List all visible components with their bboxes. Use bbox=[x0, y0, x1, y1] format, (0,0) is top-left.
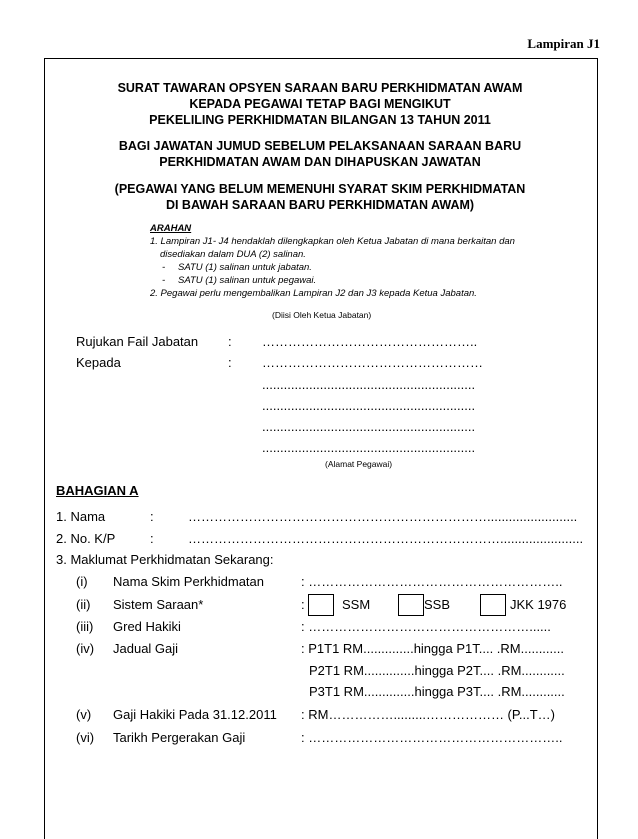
nokp-label: 2. No. K/P bbox=[56, 531, 116, 546]
title-line: BAGI JAWATAN JUMUD SEBELUM PELAKSANAAN SARAAN BARU bbox=[118, 139, 522, 153]
gred-field[interactable]: : ……………………………………………...... bbox=[301, 619, 551, 634]
title-block-2 bbox=[44, 138, 596, 170]
colon: : bbox=[301, 597, 305, 612]
colon: : bbox=[150, 509, 154, 524]
jadual-p1-field[interactable]: : P1T1 RM..............hingga P1T.... .RM............ bbox=[301, 641, 564, 656]
title-line: (PEGAWAI YANG BELUM MEMENUHI SYARAT SKIM PERKHIDMATAN bbox=[114, 182, 526, 196]
bullet-dash: - bbox=[162, 275, 166, 286]
alamat-note: (Alamat Pegawai) bbox=[325, 459, 393, 469]
diisi-note: (Diisi Oleh Ketua Jabatan) bbox=[272, 310, 372, 320]
option-jkk-label: JKK 1976 bbox=[510, 597, 567, 612]
checkbox-ssb[interactable] bbox=[398, 594, 424, 616]
arahan-bullet-1: SATU (1) salinan untuk jabatan. bbox=[178, 262, 312, 273]
tarikh-field[interactable]: : ………………………………………………….. bbox=[301, 730, 563, 745]
address-line[interactable]: ........................................................... bbox=[262, 419, 476, 434]
option-ssb-label: SSB bbox=[424, 597, 451, 612]
row-label: Jadual Gaji bbox=[113, 641, 179, 656]
gaji-hakiki-field[interactable]: : RM…………….........……………… (P...T…) bbox=[301, 707, 555, 722]
bullet-dash: - bbox=[162, 262, 166, 273]
address-line[interactable]: ........................................................... bbox=[262, 398, 476, 413]
row-num: (vi) bbox=[76, 730, 95, 745]
title-line: PERKHIDMATAN AWAM DAN DIHAPUSKAN JAWATAN bbox=[159, 155, 481, 169]
row-label: Gred Hakiki bbox=[113, 619, 181, 634]
row-num: (v) bbox=[76, 707, 92, 722]
arahan-heading: ARAHAN bbox=[150, 223, 192, 234]
row-num: (ii) bbox=[76, 597, 91, 612]
row-label: Gaji Hakiki Pada 31.12.2011 bbox=[113, 707, 277, 722]
rujukan-label: Rujukan Fail Jabatan bbox=[76, 334, 199, 349]
nama-field[interactable]: ……………………………………………………………......................... bbox=[188, 509, 578, 524]
arahan-bullet-2: SATU (1) salinan untuk pegawai. bbox=[178, 275, 317, 286]
row-label: Sistem Saraan* bbox=[113, 597, 204, 612]
jadual-p2-field[interactable]: P2T1 RM..............hingga P2T.... .RM............ bbox=[309, 663, 565, 678]
title-block-1 bbox=[44, 80, 596, 128]
title-line: SURAT TAWARAN OPSYEN SARAAN BARU PERKHIDMATAN AWAM bbox=[117, 81, 523, 95]
arahan-line-2: 2. Pegawai perlu mengembalikan Lampiran J2 dan J3 kepada Ketua Jabatan. bbox=[150, 288, 477, 299]
kepada-label: Kepada bbox=[76, 355, 121, 370]
kepada-field[interactable]: …………………………………………… bbox=[262, 355, 483, 370]
title-line: KEPADA PEGAWAI TETAP BAGI MENGIKUT bbox=[189, 97, 451, 111]
colon: : bbox=[150, 531, 154, 546]
skim-field[interactable]: : ………………………………………………….. bbox=[301, 574, 563, 589]
lampiran-label: Lampiran J1 bbox=[527, 36, 600, 51]
title-line: DI BAWAH SARAAN BARU PERKHIDMATAN AWAM) bbox=[165, 198, 475, 212]
title-block-3 bbox=[44, 181, 596, 213]
checkbox-ssm[interactable] bbox=[308, 594, 334, 616]
row-label: Tarikh Pergerakan Gaji bbox=[113, 730, 246, 745]
row-num: (iii) bbox=[76, 619, 94, 634]
colon: : bbox=[228, 355, 232, 370]
jadual-p3-field[interactable]: P3T1 RM..............hingga P3T.... .RM............ bbox=[309, 684, 565, 699]
option-ssm-label: SSM bbox=[342, 597, 371, 612]
bahagian-heading: BAHAGIAN A bbox=[56, 483, 139, 498]
nama-label: 1. Nama bbox=[56, 509, 106, 524]
checkbox-jkk[interactable] bbox=[480, 594, 506, 616]
rujukan-field[interactable]: ………………………………………….. bbox=[262, 334, 478, 349]
colon: : bbox=[228, 334, 232, 349]
address-line[interactable]: ........................................................... bbox=[262, 377, 476, 392]
title-line: PEKELILING PERKHIDMATAN BILANGAN 13 TAHUN 2011 bbox=[149, 113, 491, 127]
row-num: (i) bbox=[76, 574, 88, 589]
maklumat-label: 3. Maklumat Perkhidmatan Sekarang: bbox=[56, 552, 274, 567]
address-line[interactable]: ........................................................... bbox=[262, 440, 476, 455]
row-num: (iv) bbox=[76, 641, 95, 656]
nokp-field[interactable]: ………………………………………………………………....................... bbox=[188, 531, 584, 546]
arahan-line-1: 1. Lampiran J1- J4 hendaklah dilengkapkan oleh Ketua Jabatan di mana berkaitan dan bbox=[150, 236, 515, 247]
arahan-line-1b: disediakan dalam DUA (2) salinan. bbox=[160, 249, 306, 260]
row-label: Nama Skim Perkhidmatan bbox=[113, 574, 264, 589]
